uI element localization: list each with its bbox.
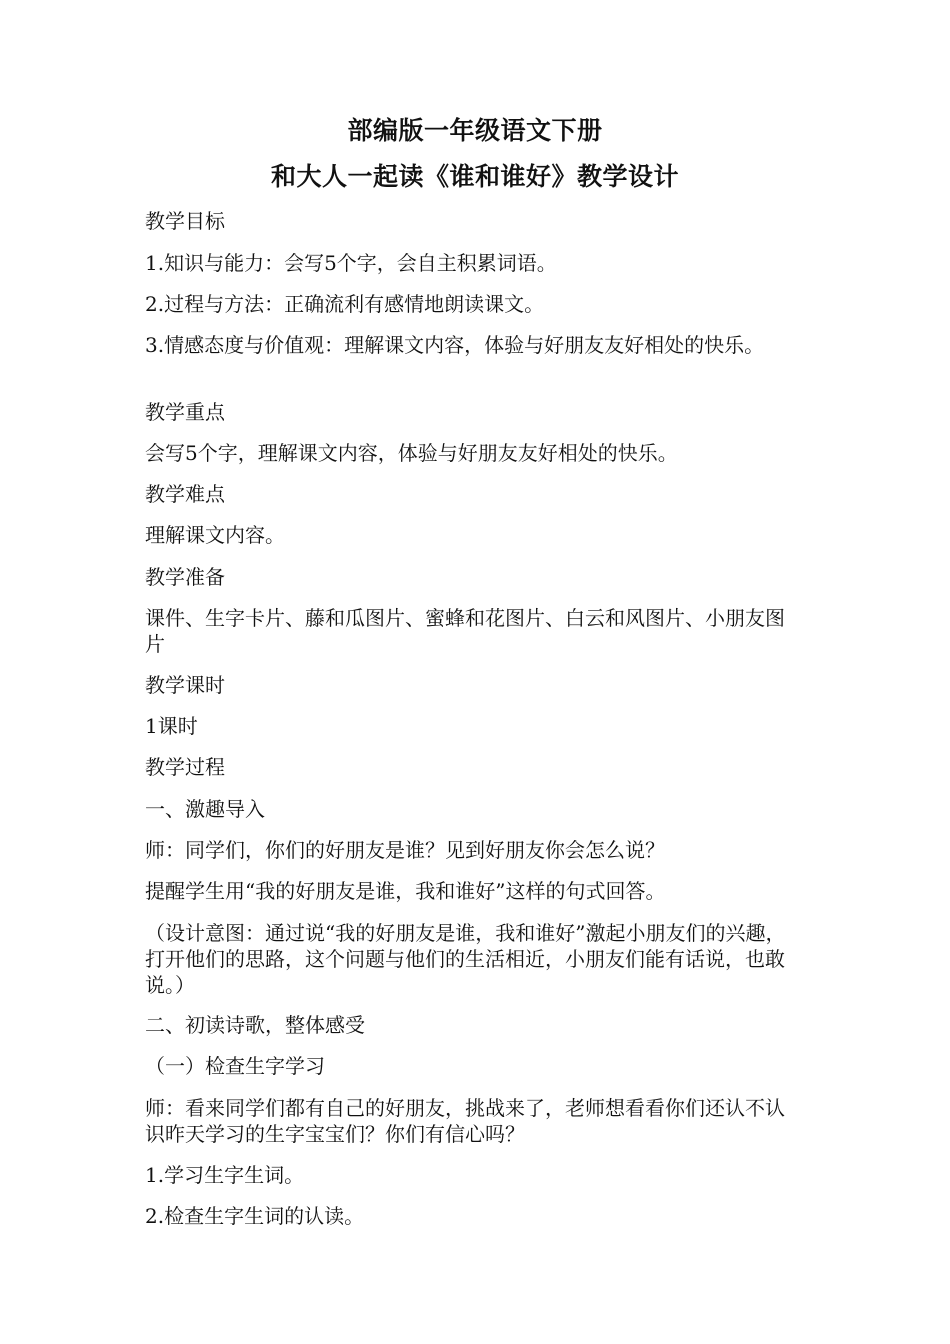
paragraph: 课件、生字卡片、藤和瓜图片、蜜蜂和花图片、白云和风图片、小朋友图片 xyxy=(145,606,785,656)
paragraph-design-intent: （设计意图：通过说“我的好朋友是谁，我和谁好”激起小朋友们的兴趣，打开他们的思路，这个问题与他们的生活相近，小朋友们能有话说，也敢说。） xyxy=(145,921,786,997)
section-heading-process: 教学过程 xyxy=(145,755,225,779)
paragraph: 3.情感态度与价值观：理解课文内容，体验与好朋友友好相处的快乐。 xyxy=(145,333,765,357)
subsection-heading: （一）检查生字学习 xyxy=(145,1054,325,1078)
document-subtitle: 和大人一起读《谁和谁好》教学设计 xyxy=(270,162,679,191)
paragraph: 师：看来同学们都有自己的好朋友，挑战来了，老师想看看你们还认不认识昨天学习的生字宝宝们？你们有信心吗？ xyxy=(145,1096,785,1146)
paragraph: 1课时 xyxy=(145,714,198,738)
section-heading-lesson-hours: 教学课时 xyxy=(145,673,225,697)
subsection-heading: 一、激趣导入 xyxy=(145,797,265,821)
paragraph: 理解课文内容。 xyxy=(145,523,285,547)
paragraph: 会写5个字，理解课文内容，体验与好朋友友好相处的快乐。 xyxy=(145,441,678,465)
paragraph: 提醒学生用“我的好朋友是谁，我和谁好”这样的句式回答。 xyxy=(145,879,666,903)
document-title: 部编版一年级语文下册 xyxy=(347,116,603,145)
section-heading-difficulties: 教学难点 xyxy=(145,482,225,506)
paragraph: 1.学习生字生词。 xyxy=(145,1163,305,1187)
paragraph: 2.过程与方法：正确流利有感情地朗读课文。 xyxy=(145,292,545,316)
paragraph: 师：同学们，你们的好朋友是谁？见到好朋友你会怎么说？ xyxy=(145,838,665,862)
paragraph: 1.知识与能力：会写5个字，会自主积累词语。 xyxy=(145,251,557,275)
subsection-heading: 二、初读诗歌，整体感受 xyxy=(145,1013,365,1037)
section-heading-preparation: 教学准备 xyxy=(145,565,225,589)
section-heading-objectives: 教学目标 xyxy=(145,209,225,233)
paragraph: 2.检查生字生词的认读。 xyxy=(145,1204,365,1228)
section-heading-key-points: 教学重点 xyxy=(145,400,225,424)
